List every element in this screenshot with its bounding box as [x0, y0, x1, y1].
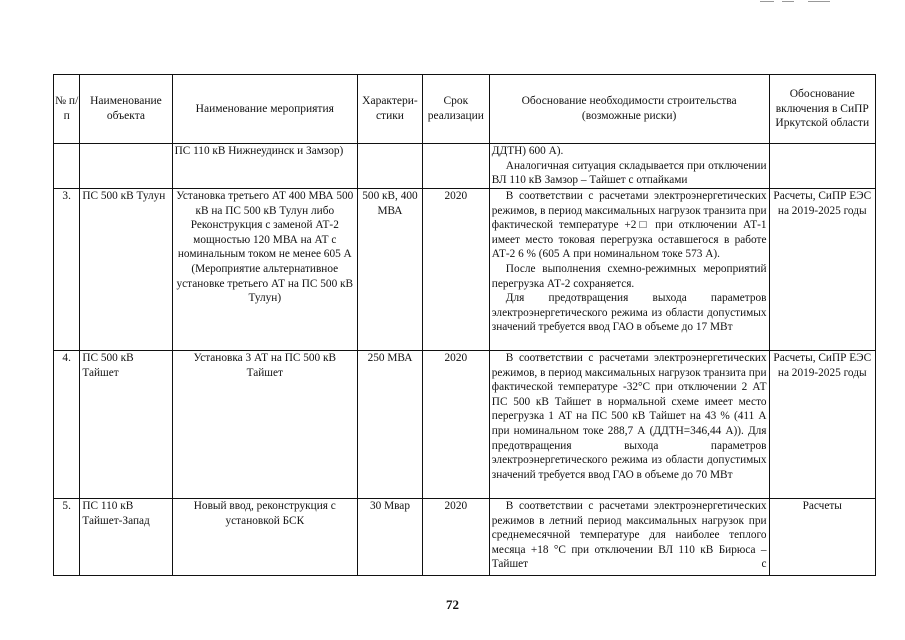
justification-paragraph: После выполнения схемно-режимных мероприятий перегрузка АТ-2 сохраняется. [491, 262, 767, 290]
measures-table [53, 74, 876, 576]
cell-term: 2020 [422, 351, 489, 499]
justification-paragraph: ДДТН) 600 А). [491, 145, 564, 157]
header-measure: Наименование мероприятия [172, 75, 357, 144]
header-basis: Обоснование включения в СиПР Иркутской области [769, 75, 875, 144]
justification-paragraph: Аналогичная ситуация складывается при отключении ВЛ 110 кВ Замзор – Тайшет с отпайками [491, 159, 767, 187]
cell-num [54, 144, 80, 189]
justification-paragraph: В соответствии с расчетами электроэнергетических режимов в летний период максимальных нагрузок при среднемесячной температуре для наиболее теплого месяца +18 °С при отключении ВЛ 110 кВ Бирюса – Тайшет с [491, 500, 767, 571]
table-row [54, 499, 876, 576]
cell-characteristics: 30 Мвар [358, 499, 423, 576]
justification-paragraph: В соответствии с расчетами электроэнергетических режимов, в период максимальных нагрузок транзита при фактической температуре -32°С при отключении 2 АТ ПС 500 кВ Тайшет в нормальной схеме имеет место перегрузка 1 АТ на ПС 500 кВ Тайшет на 43 % (411 А при номинальном токе 288,7 А (ДДТН=346,44 А)). Для предотвращения выхода параметров электроэнергетического режима из области допустимых значений требуется ввод ГАО в объеме до 70 МВт [491, 352, 767, 481]
header-justification: Обоснование необходимости строительства (возможные риски) [489, 75, 769, 144]
cell-measure: Установка третьего АТ 400 МВА 500 кВ на ПС 500 кВ Тулун либо Реконструкция с заменой АТ-2 мощностью 120 МВА на АТ с номинальным током не менее 605 А (Мероприятие альтернативное установке третьего АТ на ПС 500 кВ Тулун) [172, 189, 357, 351]
justification-paragraph: В соответствии с расчетами электроэнергетических режимов, в период максимальных нагрузок транзита при фактической температуре +2□ при отключении АТ-1 имеет место токовая перегрузка оставшегося в работе АТ-2 6 % (605 А при номинальном токе 573 А). [491, 190, 767, 261]
cell-object: ПС 500 кВ Тайшет [80, 351, 172, 499]
cell-justification [489, 351, 769, 499]
cell-basis: Расчеты [769, 499, 875, 576]
cell-num: 5. [54, 499, 80, 576]
cell-object: ПС 500 кВ Тулун [80, 189, 172, 351]
cell-num: 4. [54, 351, 80, 499]
header-characteristics: Характери-стики [358, 75, 423, 144]
cell-characteristics: 250 МВА [358, 351, 423, 499]
cell-basis: Расчеты, СиПР ЕЭС на 2019-2025 годы [769, 189, 875, 351]
table-row [54, 189, 876, 351]
cell-basis: Расчеты, СиПР ЕЭС на 2019-2025 годы [769, 351, 875, 499]
cell-measure: Новый ввод, реконструкция с установкой БСК [172, 499, 357, 576]
scan-marks [760, 0, 860, 4]
cell-term: 2020 [422, 189, 489, 351]
cell-justification [489, 144, 769, 189]
justification-paragraph: Для предотвращения выхода параметров электроэнергетического режима из области допустимых значений требуется ввод ГАО в объеме до 17 МВт [491, 292, 767, 334]
table-row [54, 351, 876, 499]
table-row-continuation [54, 144, 876, 189]
cell-characteristics [358, 144, 423, 189]
cell-characteristics: 500 кВ, 400 МВА [358, 189, 423, 351]
measure-text: ПС 110 кВ Нижнеудинск и Замзор) [174, 145, 344, 157]
cell-justification [489, 189, 769, 351]
header-term: Срок реализации [422, 75, 489, 144]
page-number: 72 [446, 597, 459, 612]
cell-basis [769, 144, 875, 189]
cell-num: 3. [54, 189, 80, 351]
cell-object: ПС 110 кВ Тайшет-Запад [80, 499, 172, 576]
cell-object [80, 144, 172, 189]
cell-term: 2020 [422, 499, 489, 576]
cell-justification [489, 499, 769, 576]
cell-measure [172, 144, 357, 189]
header-object: Наименование объекта [80, 75, 172, 144]
cell-term [422, 144, 489, 189]
header-num: № п/п [54, 75, 80, 144]
cell-measure: Установка 3 АТ на ПС 500 кВ Тайшет [172, 351, 357, 499]
table-header-row [54, 75, 876, 144]
